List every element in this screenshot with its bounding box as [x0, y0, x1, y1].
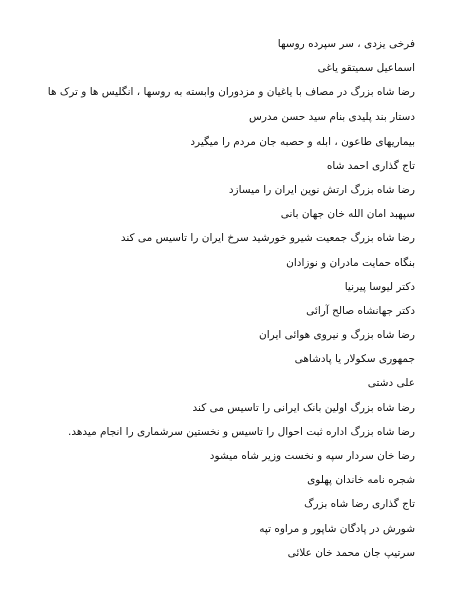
toc-entry: رضا شاه بزرگ ارتش نوین ایران را میسازد [228, 183, 415, 196]
toc-entry: سرتیپ جان محمد خان علائی [287, 546, 415, 559]
toc-entry: سپهبد امان الله خان جهان بانی [280, 208, 415, 221]
toc-entry: بیماریهای طاعون ، ابله و حصبه جان مردم را میگیرد [190, 135, 415, 148]
toc-entry: بنگاه حمایت مادران و نوزادان [286, 256, 415, 269]
toc-entry: دکتر لیوسا پیرنیا [344, 280, 415, 293]
toc-entry: شورش در پادگان شاپور و مراوه تپه [259, 522, 415, 535]
toc-entry: تاج گذاری احمد شاه [326, 159, 415, 172]
toc-entry: رضا شاه بزرگ جمعیت شیرو خورشید سرخ ایران را تاسیس می کند [120, 232, 415, 245]
toc-entry: شجره نامه خاندان پهلوی [307, 474, 415, 487]
toc-entry: رضا شاه بزرگ و نیروی هوائی ایران [259, 329, 415, 342]
toc-entry: رضا شاه بزرگ اولین بانک ایرانی را تاسیس می کند [192, 401, 415, 414]
toc-entry: رضا خان سردار سپه و نخست وزیر شاه میشود [209, 450, 415, 462]
toc-entry: رضا شاه بزرگ در مصاف با یاغیان و مزدوران وابسته به روسها ، انگلیس ها و ترک ها [47, 86, 415, 99]
toc-entry: علی دشتی [367, 377, 415, 390]
toc-entry: اسماعیل سمیتقو یاغی [317, 62, 415, 75]
table-of-contents [35, 38, 415, 571]
toc-entry: دکتر جهانشاه صالح آرائی [306, 304, 415, 317]
toc-entry: جمهوری سکولار یا پادشاهی [294, 353, 415, 366]
toc-entry: فرخی یزدی ، سر سپرده روسها [277, 38, 415, 50]
toc-entry: تاج گذاری رضا شاه بزرگ [304, 498, 415, 511]
toc-entry: رضا شاه بزرگ اداره ثبت احوال را تاسیس و نخستین سرشماری را انجام میدهد. [68, 425, 415, 438]
toc-entry: دستار بند پلیدی بنام سید حسن مدرس [249, 111, 415, 124]
